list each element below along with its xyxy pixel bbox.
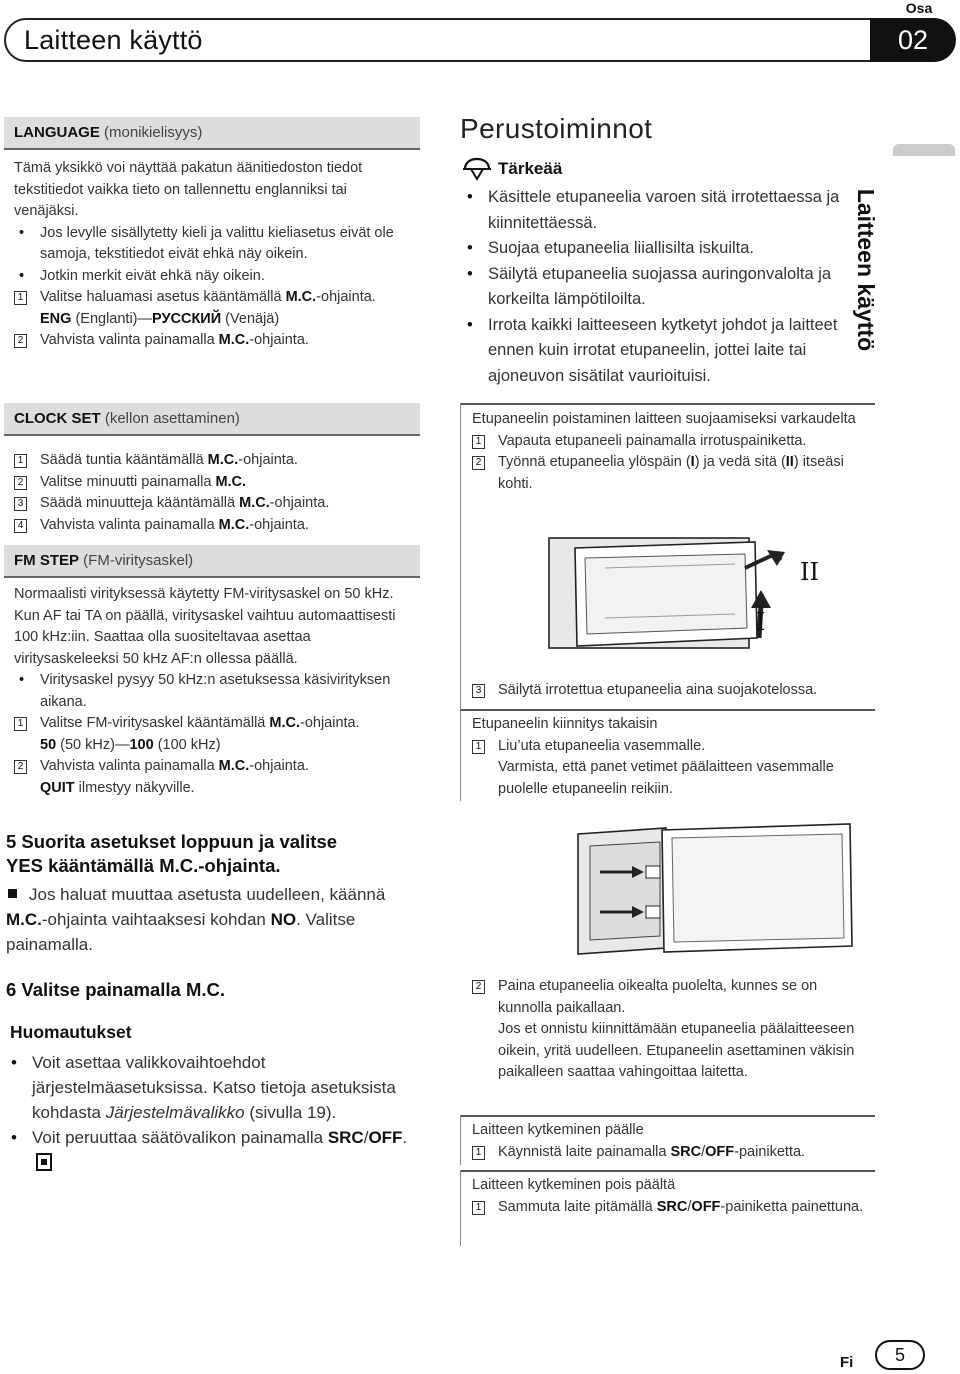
clock-subtitle: (kellon asettaminen): [100, 410, 240, 427]
step-text: -ohjainta.: [249, 516, 309, 533]
notes-body: [6, 1050, 426, 1175]
notes-bullet: [6, 1050, 426, 1125]
fmstep-section-header: [4, 545, 420, 578]
step-text: -ohjainta.: [300, 715, 360, 731]
basic-bullet: • Suojaa etupaneelia liiallisilta iskuilta.: [462, 236, 872, 262]
step-text: ) itseäsi kohti.: [498, 454, 844, 492]
step-number: 4: [14, 519, 27, 533]
note-text: .: [402, 1128, 408, 1147]
direction-i: I: [690, 454, 695, 470]
off-label: OFF: [368, 1128, 403, 1147]
basic-heading: Perustoiminnot: [460, 113, 653, 144]
clock-step-3: [14, 493, 409, 515]
step-text: -ohjainta.: [238, 452, 298, 468]
remove-divider: [460, 403, 875, 405]
quit-label: QUIT: [40, 779, 75, 796]
power-off-title: Laitteen kytkeminen pois päältä: [472, 1177, 676, 1193]
language-bullet: • Jotkin merkit eivät ehkä näy oikein.: [14, 266, 409, 288]
step-text: Valitse minuutti painamalla: [40, 473, 216, 490]
option-50: 50: [40, 736, 57, 753]
side-tab-marker: [893, 144, 955, 156]
step-text: /: [701, 1143, 706, 1160]
reattach-step-2: [472, 976, 867, 1019]
fmstep-title: FM STEP: [14, 552, 80, 569]
clock-body: [14, 450, 409, 536]
option-eng: ENG: [40, 310, 72, 327]
detach-panel-illustration: [545, 528, 845, 668]
note-text: Jos haluat muuttaa asetusta uudelleen, käännä: [29, 885, 386, 904]
note-text: Voit asettaa valikkovaihtoehdot järjestelmäasetuksissa. Katso tietoja asetuksista kohdasta: [32, 1053, 396, 1122]
reattach-title: Etupaneelin kiinnitys takaisin: [472, 716, 658, 732]
step-text: -painiketta.: [734, 1143, 806, 1160]
mc-label: M.C.: [285, 289, 317, 305]
section-number: 02: [897, 25, 929, 55]
page-number: 5: [875, 1340, 925, 1370]
step-5-heading-line-2: YES kääntämällä M.C.-ohjainta.: [6, 855, 281, 876]
step-text: Säilytä irrotettua etupaneelia aina suojakotelossa.: [498, 682, 818, 698]
step-number: 2: [472, 980, 485, 994]
remove-step-2: [472, 452, 867, 495]
step-text: -painiketta painettuna.: [720, 1198, 864, 1215]
note-text: . Valitse painamalla.: [6, 910, 356, 954]
step-number: 2: [14, 760, 27, 774]
step-number: 1: [472, 435, 485, 449]
step-text: -ohjainta.: [269, 495, 330, 511]
fmstep-subtitle: (FM-viritysaskel): [79, 552, 194, 569]
step-5-note: [6, 882, 426, 957]
step-text: ) ja vedä sitä (: [694, 454, 786, 470]
power-off-step-1: [472, 1197, 867, 1219]
power-on-title: Laitteen kytkeminen päälle: [472, 1122, 644, 1138]
basic-bullet: • Irrota kaikki laitteeseen kytketyt johdot ja laitteet ennen kuin irrotat etupaneelin, jottei laite tai ajoneuvon sisätilat vaurioituisi.: [462, 313, 872, 390]
mc-label: M.C.: [239, 495, 270, 511]
mc-label: M.C.: [207, 452, 239, 468]
step-text: ilmestyy näkyville.: [74, 779, 195, 796]
section-label: Osa: [905, 0, 933, 16]
remove-sidebar-line: [460, 403, 461, 713]
step-number: 2: [14, 476, 27, 490]
step-text: Työnnä etupaneelia ylöspäin (: [498, 454, 691, 470]
step-number: 3: [472, 684, 485, 698]
step-text: Vahvista valinta painamalla: [40, 516, 219, 533]
step-text: -ohjainta.: [316, 289, 376, 305]
step-text: Paina etupaneelia oikealta puolelta, kunnes se on kunnolla paikallaan.: [498, 978, 818, 1016]
step-text: Käynnistä laite painamalla: [498, 1143, 671, 1160]
clock-section-header: [4, 403, 420, 436]
no-label: NO: [270, 910, 297, 929]
fmstep-step-1: [14, 713, 409, 756]
option-100: 100: [129, 736, 154, 753]
step-text: Liu’uta etupaneelia vasemmalle.: [498, 737, 706, 754]
off-label: OFF: [691, 1198, 721, 1215]
power-off-divider: [460, 1170, 875, 1172]
clock-step-2: [14, 472, 409, 494]
figure-label-i: I: [756, 608, 766, 636]
power-off-body: [472, 1175, 867, 1218]
step-text: Valitse FM-viritysaskel kääntämällä: [40, 715, 270, 731]
language-step-1: [14, 287, 409, 330]
language-section-header: [4, 117, 420, 150]
power-on-sidebar-line: [460, 1115, 461, 1165]
mc-label: M.C.: [215, 473, 247, 490]
step-number: 2: [472, 456, 485, 470]
step-number: 1: [472, 1146, 485, 1160]
remove-title: Etupaneelin poistaminen laitteen suojaamiseksi varkaudelta: [472, 411, 856, 427]
system-menu-link: Järjestelmävalikko: [105, 1103, 245, 1122]
remove-step-1: [472, 431, 867, 453]
note-square-icon: [8, 889, 17, 898]
reattach-divider: [460, 709, 875, 711]
note-text: (sivulla 19).: [244, 1103, 337, 1122]
step-number: 1: [472, 740, 485, 754]
important-icon: [462, 157, 492, 181]
option-text: (100 kHz): [153, 736, 221, 753]
fmstep-intro: Normaalisti virityksessä käytetty FM-viritysaskel on 50 kHz. Kun AF tai TA on päällä, viritysaskel vaihtuu automaattisesti 100 kHz:iin. Saattaa olla suositeltavaa asettaa viritysaskeleeksi 50 kHz AF:n ollessa päällä.: [14, 586, 396, 667]
side-tab-label: Laitteen käyttö: [853, 188, 879, 352]
reattach-step-2-detail: Jos et onnistu kiinnittämään etupaneelia päälaitteeseen oikein, yritä uudelleen. Etupaneelin asettaminen väkisin paikalleen saattaa vahingoittaa laitetta.: [498, 1021, 855, 1080]
fmstep-body: [14, 584, 409, 799]
option-text: (50 kHz)—: [56, 736, 130, 753]
notes-bullet: [6, 1125, 426, 1175]
language-subtitle: (monikielisyys): [99, 124, 203, 141]
step-number: 1: [472, 1201, 485, 1215]
mc-label: M.C.: [218, 332, 250, 348]
mc-label: M.C.: [6, 910, 42, 929]
src-label: SRC: [327, 1128, 364, 1147]
reattach-body: [472, 714, 867, 800]
page-title: Laitteen käyttö: [24, 25, 203, 55]
step-number: 1: [14, 454, 27, 468]
step-number: 1: [14, 291, 27, 305]
step-text: Säädä minuutteja kääntämällä: [40, 495, 240, 511]
important-label: Tärkeää: [498, 159, 563, 178]
power-off-sidebar-line: [460, 1170, 461, 1246]
figure-label-ii: II: [800, 558, 819, 586]
clock-step-4: [14, 515, 409, 537]
language-bullet: • Jos levylle sisällytetty kieli ja valittu kieliasetus eivät ole samoja, tekstitiedot eivät ehkä näy oikein.: [14, 223, 409, 266]
step-text: Vahvista valinta painamalla: [40, 758, 219, 774]
step-text: Sammuta laite pitämällä: [498, 1198, 657, 1215]
step-6-heading: 6 Valitse painamalla M.C.: [6, 979, 226, 1000]
basic-bullets: [462, 185, 872, 389]
remove-step-3: [472, 680, 867, 702]
src-label: SRC: [670, 1143, 702, 1160]
remove-body: [472, 409, 867, 495]
step-text: -ohjainta.: [249, 758, 309, 774]
remove-step-3-wrap: [472, 680, 867, 702]
step-text: Vapauta etupaneeli painamalla irrotuspainiketta.: [498, 432, 807, 449]
step-text: Säädä tuntia kääntämällä: [40, 452, 208, 468]
option-text: (Venäjä): [221, 310, 280, 327]
reattach-step-1-detail: Varmista, että panet vetimet päälaitteen vasemmalle puolelle etupaneelin reikiin.: [498, 759, 834, 797]
note-text: Voit peruuttaa säätövalikon painamalla: [32, 1128, 328, 1147]
reattach-body-2: [472, 976, 867, 1084]
step-5-heading: [6, 830, 426, 878]
notes-heading: Huomautukset: [10, 1022, 132, 1042]
step-5-heading-line-1: 5 Suorita asetukset loppuun ja valitse: [6, 831, 338, 852]
power-on-body: [472, 1120, 867, 1163]
step-text: Vahvista valinta painamalla: [40, 332, 219, 348]
basic-bullet: • Säilytä etupaneelia suojassa auringonvalolta ja korkeilta lämpötiloilta.: [462, 262, 872, 313]
mc-label: M.C.: [269, 715, 300, 731]
language-intro: Tämä yksikkö voi näyttää pakatun äänitiedoston tiedot tekstitiedot vaikka tieto on tallennettu englanniksi tai venäjäksi.: [14, 160, 363, 219]
language-title: LANGUAGE: [14, 124, 100, 141]
option-russian: РУССКИЙ: [152, 310, 222, 327]
step-number: 3: [14, 497, 27, 511]
reattach-step-1: [472, 736, 867, 758]
end-mark-icon: [36, 1153, 52, 1171]
off-label: OFF: [705, 1143, 735, 1160]
mc-label: M.C.: [218, 516, 250, 533]
note-text: /: [363, 1128, 369, 1147]
power-on-divider: [460, 1115, 875, 1117]
fmstep-step-2: [14, 756, 409, 799]
step-number: 1: [14, 717, 27, 731]
reattach-sidebar-line: [460, 709, 461, 801]
direction-ii: II: [785, 454, 794, 470]
step-text: Valitse haluamasi asetus kääntämällä: [40, 289, 286, 305]
clock-title: CLOCK SET: [14, 410, 101, 427]
mc-label: M.C.: [218, 758, 250, 774]
attach-panel-illustration: [570, 822, 870, 962]
option-text: (Englanti)—: [71, 310, 153, 327]
basic-bullet: • Käsittele etupaneelia varoen sitä irrotettaessa ja kiinnitettäessä.: [462, 185, 872, 236]
step-text: -ohjainta.: [249, 332, 309, 348]
language-code: Fi: [840, 1354, 854, 1371]
language-step-2: [14, 330, 409, 352]
fmstep-bullet: • Viritysaskel pysyy 50 kHz:n asetuksessa käsivirityksen aikana.: [14, 670, 409, 713]
note-text: -ohjainta vaihtaaksesi kohdan: [41, 910, 271, 929]
src-label: SRC: [656, 1198, 688, 1215]
step-number: 2: [14, 334, 27, 348]
power-on-step-1: [472, 1142, 867, 1164]
step-text: /: [687, 1198, 692, 1215]
clock-step-1: [14, 450, 409, 472]
language-body: [14, 158, 409, 352]
